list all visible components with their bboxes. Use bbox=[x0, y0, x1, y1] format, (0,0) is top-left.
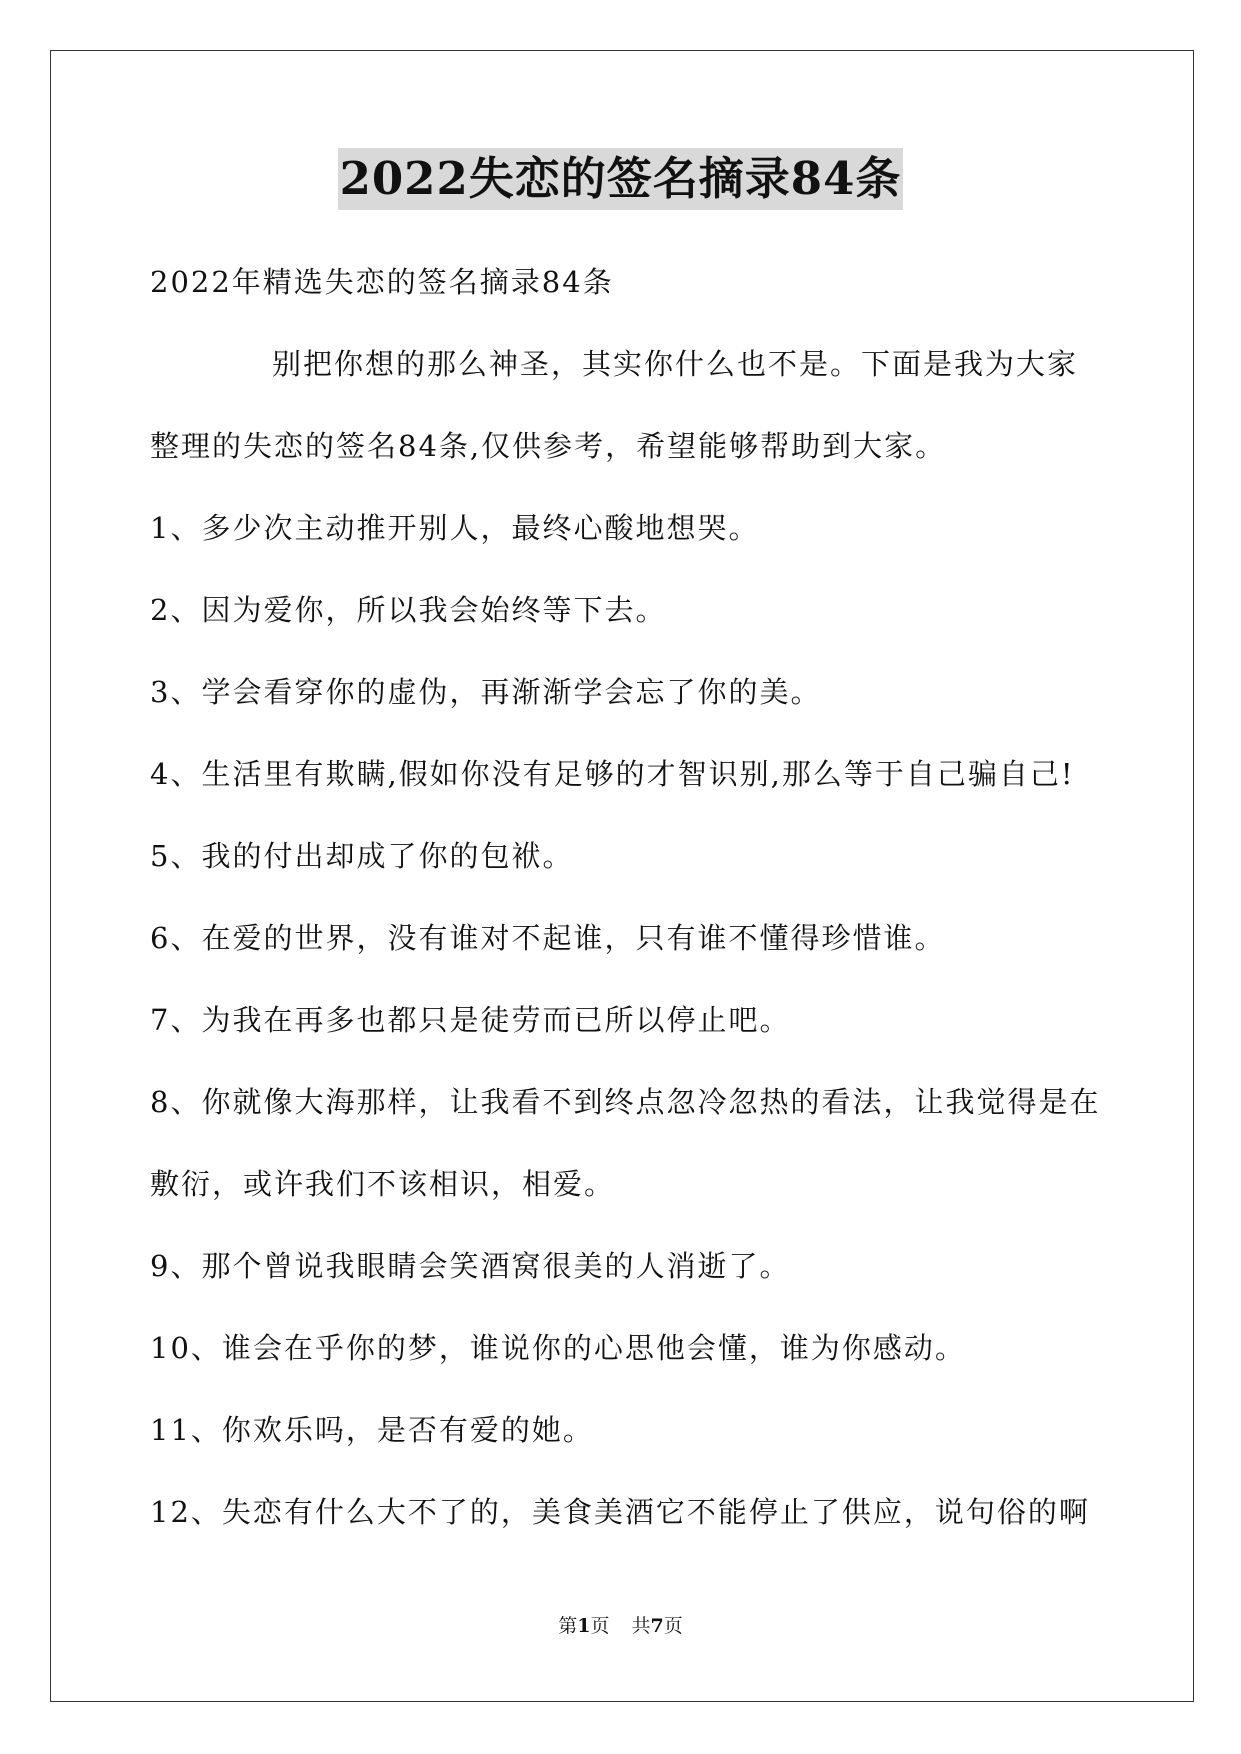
total-pages: 7 bbox=[650, 1615, 664, 1637]
list-item: 4、生活里有欺瞒,假如你没有足够的才智识别,那么等于自己骗自己! bbox=[150, 757, 1075, 791]
list-item: 8、你就像大海那样，让我看不到终点忽冷忽热的看法，让我觉得是在 bbox=[150, 1085, 1101, 1119]
list-item: 1、多少次主动推开别人，最终心酸地想哭。 bbox=[150, 511, 760, 545]
list-item: 10、谁会在乎你的梦，谁说你的心思他会懂，谁为你感动。 bbox=[150, 1331, 966, 1365]
list-item: 7、为我在再多也都只是徒劳而已所以停止吧。 bbox=[150, 1003, 791, 1037]
page-suffix: 页 bbox=[590, 1615, 610, 1637]
list-item: 12、失恋有什么大不了的，美食美酒它不能停止了供应，说句俗的啊 bbox=[150, 1495, 1090, 1529]
page-number: 1 bbox=[577, 1615, 591, 1637]
title-container bbox=[0, 148, 1241, 210]
page-prefix: 第 bbox=[558, 1615, 578, 1637]
list-item: 6、在爱的世界，没有谁对不起谁，只有谁不懂得珍惜谁。 bbox=[150, 921, 946, 955]
total-prefix: 共 bbox=[631, 1615, 651, 1637]
list-item-continuation: 敷衍，或许我们不该相识，相爱。 bbox=[150, 1167, 616, 1201]
intro-line: 别把你想的那么神圣，其实你什么也不是。下面是我为大家 bbox=[272, 347, 1079, 381]
list-item: 11、你欢乐吗，是否有爱的她。 bbox=[150, 1413, 594, 1447]
list-item: 5、我的付出却成了你的包袱。 bbox=[150, 839, 574, 873]
page-footer bbox=[0, 1614, 1241, 1638]
document-body bbox=[150, 260, 1101, 1572]
intro-line: 整理的失恋的签名84条,仅供参考，希望能够帮助到大家。 bbox=[150, 429, 947, 463]
subtitle-line: 2022年精选失恋的签名摘录84条 bbox=[150, 265, 614, 299]
total-suffix: 页 bbox=[663, 1615, 683, 1637]
list-item: 2、因为爱你，所以我会始终等下去。 bbox=[150, 593, 667, 627]
list-item: 3、学会看穿你的虚伪，再渐渐学会忘了你的美。 bbox=[150, 675, 822, 709]
list-item: 9、那个曾说我眼睛会笑酒窝很美的人消逝了。 bbox=[150, 1249, 791, 1283]
document-title: 2022失恋的签名摘录84条 bbox=[338, 148, 904, 210]
